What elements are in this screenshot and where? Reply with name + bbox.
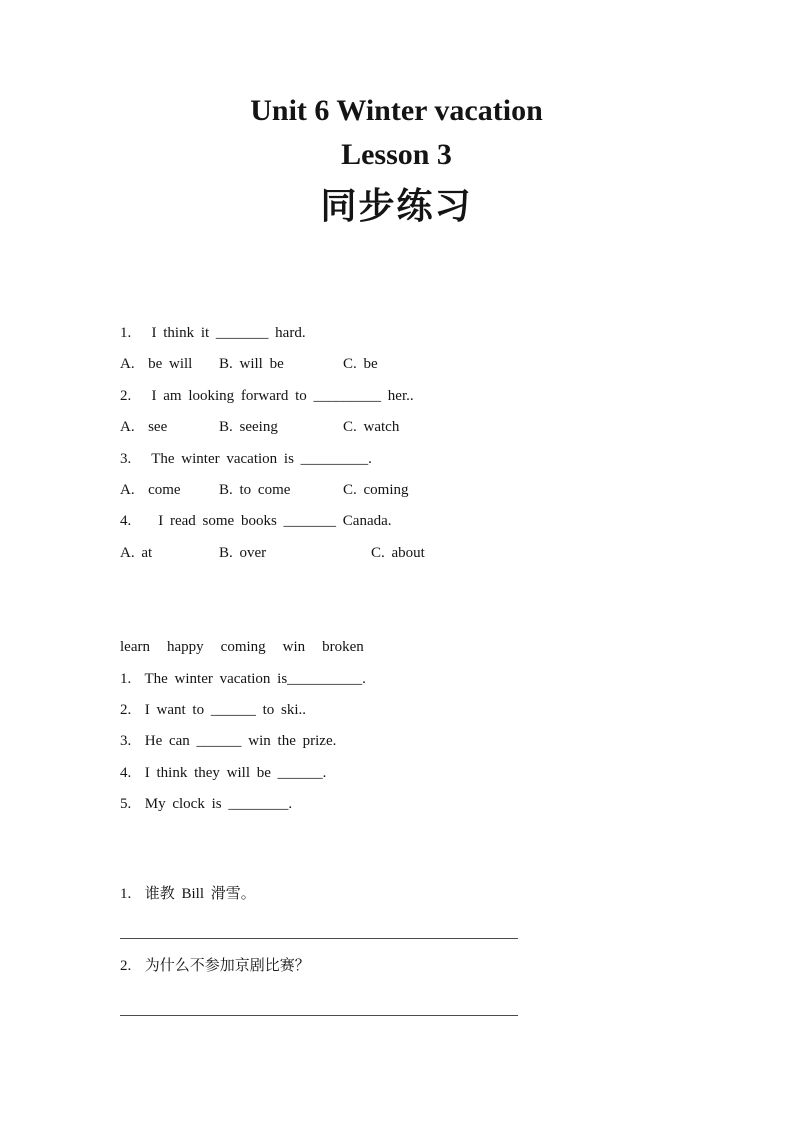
mc-options-row xyxy=(120,538,600,569)
fill-sentence: 3. He can ______ win the prize. xyxy=(120,733,337,750)
mc-option-a: A. at xyxy=(120,544,153,561)
mc-options-row xyxy=(120,475,600,506)
mc-options-row xyxy=(120,349,600,380)
word-bank-word: learn xyxy=(120,639,150,656)
mc-option-b: B. seeing xyxy=(219,419,278,436)
mc-question-stem: 3. The winter vacation is _________. xyxy=(120,450,372,467)
mc-option-a: A. come xyxy=(120,482,181,499)
mc-option-c: C. be xyxy=(343,356,378,373)
mc-option-c: C. coming xyxy=(343,482,409,499)
translation-prompt: 2. 为什么不参加京剧比赛？ xyxy=(120,958,310,975)
mc-option-b: B. will be xyxy=(219,356,284,373)
word-bank-word: happy xyxy=(166,639,204,656)
fill-sentence: 4. I think they will be ______. xyxy=(120,764,327,781)
fill-sentence: 1. The winter vacation is__________. xyxy=(120,670,366,687)
mc-question-stem: 4. I read some books _______ Canada. xyxy=(120,513,392,530)
mc-question-stem: 2. I am looking forward to _________ her.. xyxy=(120,387,414,404)
mc-question-stem: 1. I think it _______ hard. xyxy=(120,325,306,341)
page-title-unit: Unit 6 Winter vacation xyxy=(250,94,543,127)
mc-options-row xyxy=(120,412,600,443)
mc-option-b: B. over xyxy=(219,544,267,561)
answer-blank-line xyxy=(120,1015,518,1016)
translation-prompt: 1. 谁教 Bill 滑雪。 xyxy=(120,885,256,902)
mc-option-c: C. watch xyxy=(343,419,400,436)
mc-option-a: A. see xyxy=(120,419,168,436)
page-title-lesson: Lesson 3 xyxy=(341,138,452,171)
word-fill-section xyxy=(120,632,600,820)
word-bank-word: win xyxy=(282,639,306,656)
word-bank xyxy=(120,632,600,663)
mc-option-c: C. about xyxy=(371,544,425,561)
word-bank-word: broken xyxy=(322,639,364,656)
fill-sentence: 5. My clock is ________. xyxy=(120,796,293,813)
translation-section xyxy=(120,879,600,1016)
answer-blank-line xyxy=(120,938,518,939)
mc-option-a: A. be will xyxy=(120,356,193,373)
page-subtitle-practice: 同步练习 xyxy=(320,185,473,226)
word-bank-word: coming xyxy=(220,639,266,656)
mc-option-b: B. to come xyxy=(219,482,291,499)
fill-sentence: 2. I want to ______ to ski.. xyxy=(120,702,306,719)
multiple-choice-section xyxy=(120,318,600,569)
